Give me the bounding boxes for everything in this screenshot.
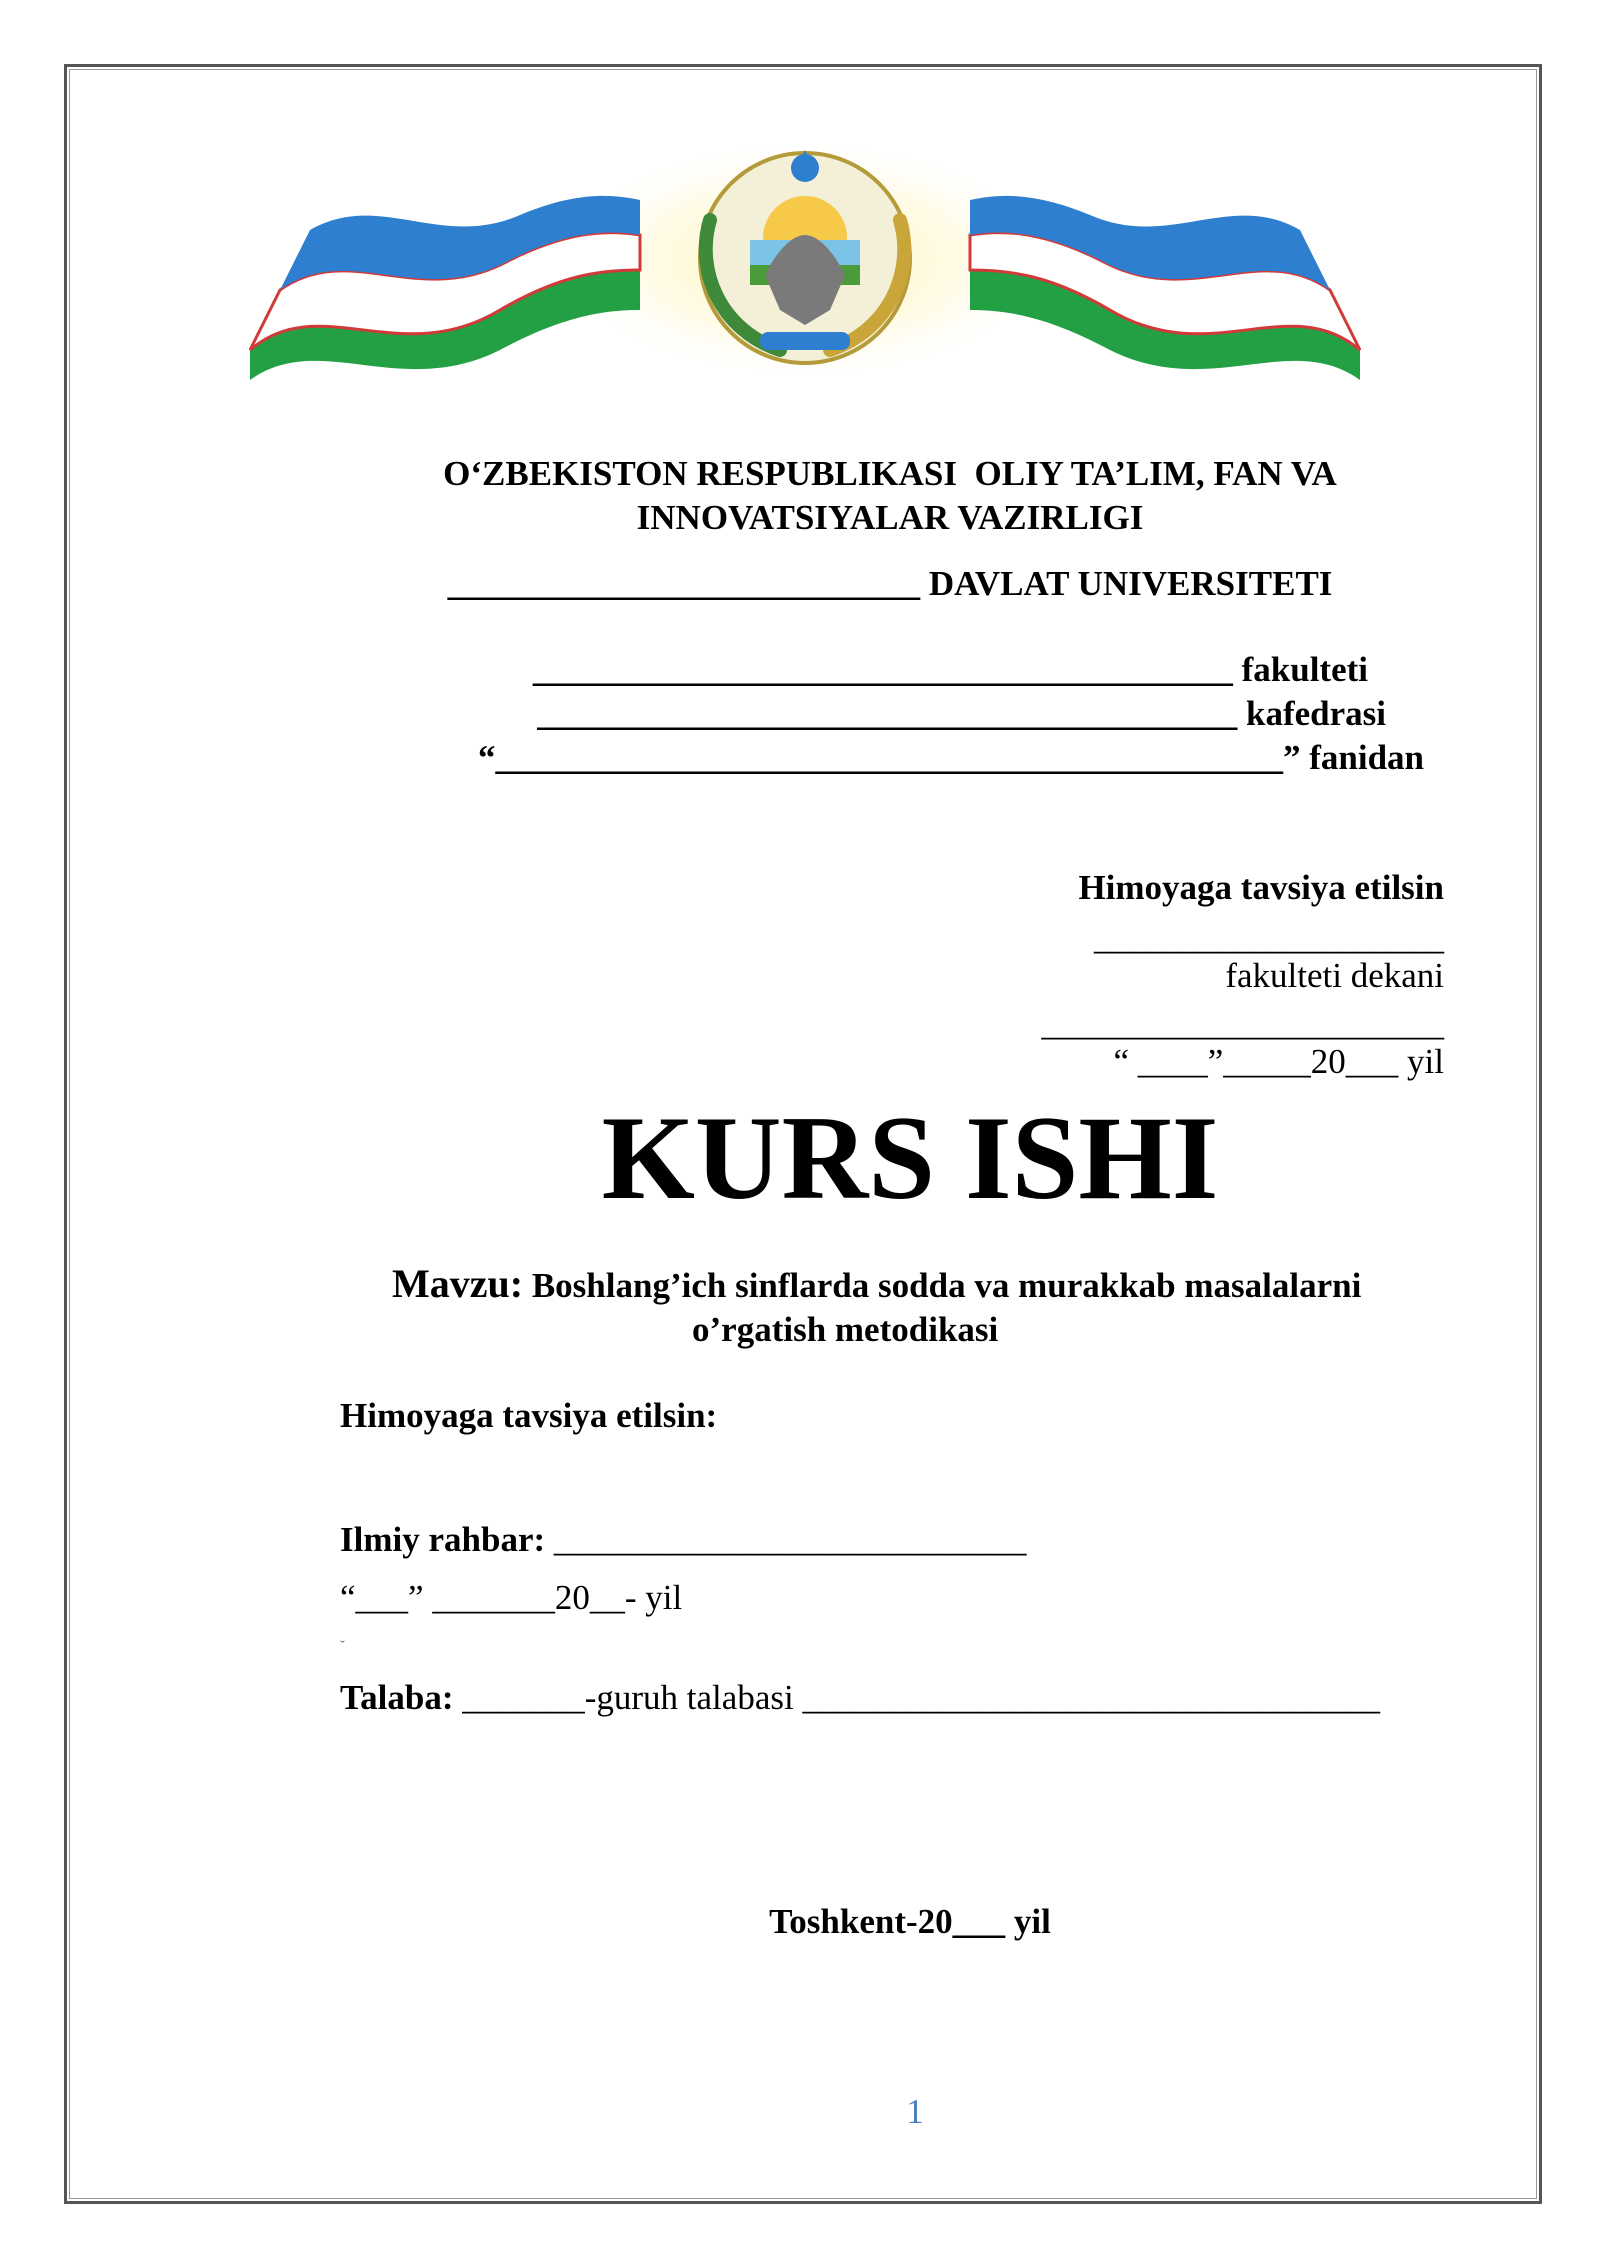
dean-label: fakulteti dekani	[1225, 956, 1444, 995]
approval-date: “ ____”_____20___ yil	[1113, 1042, 1444, 1081]
supervisor-label: Ilmiy rahbar:	[340, 1520, 546, 1559]
subject-line: “_____________________________________________” fanidan	[477, 738, 1424, 777]
state-emblem	[700, 150, 910, 363]
faculty-line: ________________________________________ fakulteti	[532, 650, 1368, 689]
university-line: ___________________________ DAVLAT UNIVERSITETI	[447, 564, 1333, 603]
page-number: 1	[906, 2092, 924, 2131]
topic-text-1: Boshlang’ich sinflarda sodda va murakkab masalalarni	[523, 1266, 1362, 1305]
ministry-line-2: INNOVATSIYALAR VAZIRLIGI	[636, 498, 1144, 537]
flag-ribbon-right	[970, 196, 1360, 380]
student-line	[340, 1680, 1380, 1715]
supervisor-blank: ___________________________	[545, 1520, 1027, 1559]
dean-name-line: _______________________	[1041, 1004, 1444, 1043]
uzbekistan-emblem-icon	[240, 140, 1370, 380]
approval-title: Himoyaga tavsiya etilsin	[1078, 868, 1444, 907]
city-year: Toshkent-20___ yil	[769, 1902, 1051, 1941]
topic-label: Mavzu:	[392, 1261, 524, 1306]
supervisor-line	[340, 1522, 1026, 1557]
topic-line-2: o’rgatish metodikasi	[692, 1310, 999, 1349]
dean-signature-line: ____________________	[1094, 918, 1444, 957]
department-line: ________________________________________ kafedrasi	[537, 694, 1386, 733]
topic-line-1	[392, 1261, 1362, 1306]
student-blank: _______-guruh talabasi _________________________________	[453, 1678, 1380, 1717]
bottom-approval: Himoyaga tavsiya etilsin:	[340, 1396, 718, 1435]
flag-ribbon-left	[250, 196, 640, 380]
tiny-mark: ˇ	[340, 1639, 345, 1654]
student-label: Talaba:	[340, 1678, 454, 1717]
supervisor-date: “___” _______20__- yil	[340, 1578, 683, 1617]
document-title: KURS ISHI	[601, 1091, 1219, 1224]
ministry-line-1: O‘ZBEKISTON RESPUBLIKASI OLIY TA’LIM, FAN VA	[443, 454, 1337, 493]
